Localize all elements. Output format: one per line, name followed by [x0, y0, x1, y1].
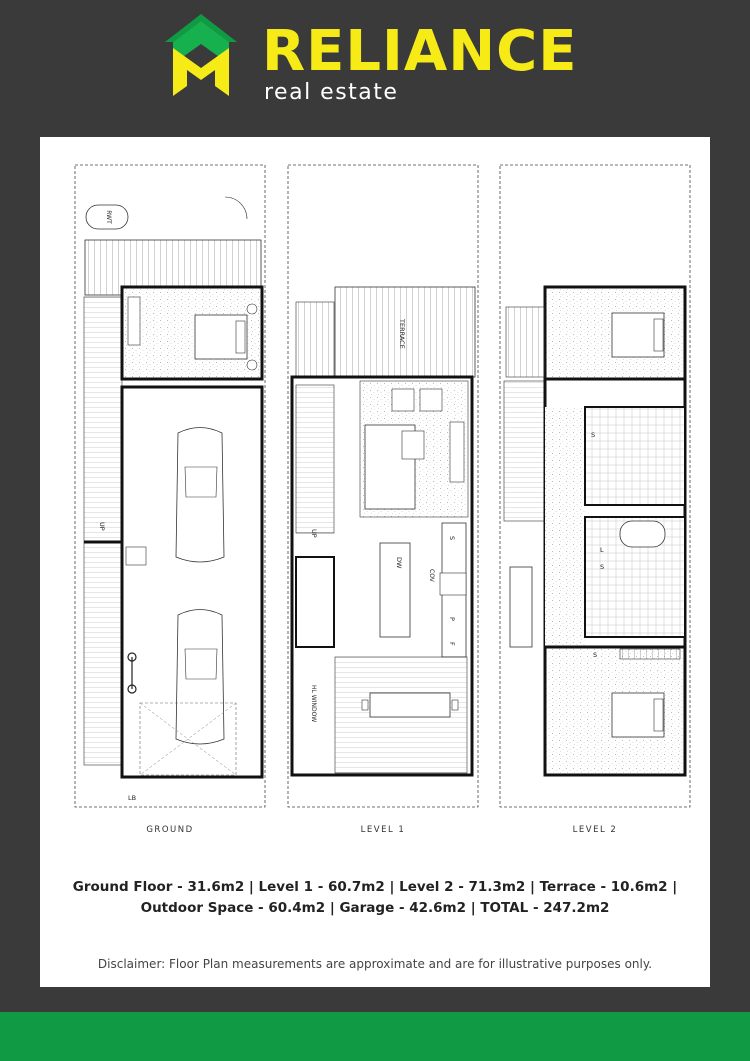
floor-plans	[40, 137, 710, 857]
ground-floor-plan	[75, 165, 265, 807]
svg-text:F: F	[448, 642, 456, 646]
brand-subtitle: real estate	[264, 80, 399, 105]
footer-bar	[0, 1012, 750, 1061]
svg-text:S: S	[600, 563, 605, 571]
area-summary-line-2: Outdoor Space - 60.4m2 | Garage - 42.6m2 | TOTAL - 247.2m2	[140, 900, 610, 916]
svg-text:HL WINDOW: HL WINDOW	[310, 685, 317, 723]
svg-text:S: S	[591, 431, 596, 439]
header	[0, 0, 750, 135]
plan-label-level-1: LEVEL 1	[360, 825, 406, 835]
svg-text:S: S	[593, 651, 598, 659]
level-2-plan	[500, 165, 690, 807]
plan-label-ground: GROUND	[146, 825, 194, 835]
svg-text:L: L	[600, 546, 604, 554]
svg-text:TERRACE: TERRACE	[398, 319, 406, 349]
svg-text:RWT: RWT	[105, 210, 112, 224]
svg-text:COV: COV	[428, 569, 435, 582]
area-summary-line-1: Ground Floor - 31.6m2 | Level 1 - 60.7m2 | Level 2 - 71.3m2 | Terrace - 10.6m2 |	[72, 879, 678, 895]
svg-text:P: P	[448, 617, 456, 621]
area-summary	[50, 877, 700, 919]
svg-text:LB: LB	[127, 794, 137, 802]
svg-text:UP: UP	[98, 522, 106, 531]
disclaimer-text: Disclaimer: Floor Plan measurements are approximate and are for illustrative purposes only.	[97, 957, 653, 971]
plan-label-level-2: LEVEL 2	[572, 825, 618, 835]
brand-name: RELIANCE	[262, 19, 578, 84]
house-logo-icon	[165, 14, 237, 98]
level-1-plan	[288, 165, 478, 807]
svg-text:UP: UP	[310, 529, 318, 538]
svg-text:DW: DW	[395, 557, 403, 569]
svg-text:S: S	[448, 536, 456, 541]
floor-plan-sheet	[40, 137, 710, 987]
